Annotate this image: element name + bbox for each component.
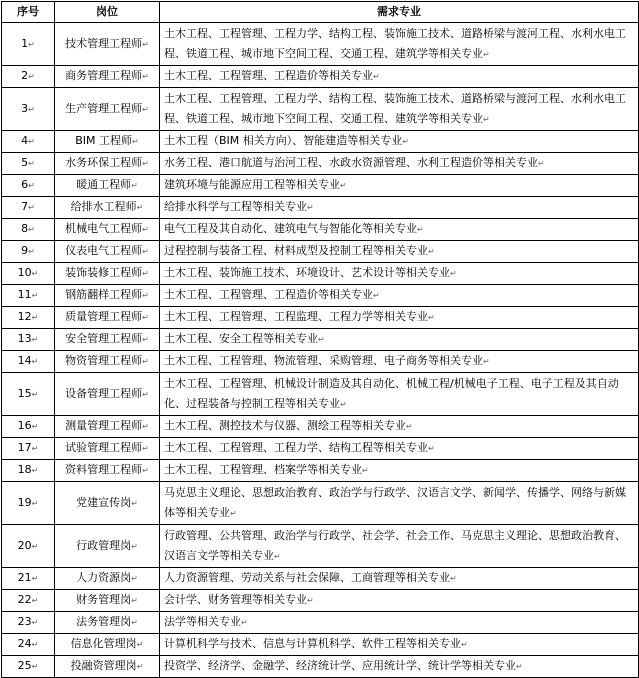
row-position-text: 财务管理岗 [76,593,132,606]
row-number-text: 7 [21,200,29,213]
row-position [55,373,160,416]
row-number-text: 15 [17,386,32,400]
row-major-text: 土木工程、工程管理、工程造价等相关专业 [164,288,373,301]
table-row [2,590,639,612]
paragraph-mark-icon: ↵ [142,159,149,168]
paragraph-mark-icon: ↵ [131,541,138,551]
row-number-text: 9 [21,244,29,257]
row-position [55,525,160,568]
paragraph-mark-icon: ↵ [428,313,435,322]
table-row [2,525,639,568]
row-major-text: 土木工程、工程管理、工程力学、结构工程、装饰施工技术、道路桥梁与渡河工程、水利水电工程、铁道工程、城市地下空间工程、交通工程、建筑学等相关专业 [164,26,626,60]
paragraph-mark-icon: ↵ [132,137,139,146]
row-position-text: 安全管理工程师 [65,332,143,345]
row-major-text: 会计学、财务管理等相关专业 [164,593,307,606]
row-position-text: 给排水工程师 [70,200,137,213]
row-number [2,656,55,678]
paragraph-mark-icon: ↵ [406,422,413,431]
row-position [55,66,160,88]
row-position-text: 暖通工程师 [76,178,132,191]
paragraph-mark-icon: ↵ [31,422,39,431]
header-position: 岗位 [55,2,160,23]
row-number [2,329,55,351]
paragraph-mark-icon: ↵ [307,203,314,212]
row-position-text: 装饰装修工程师 [65,266,143,279]
row-major [160,175,639,197]
row-position [55,219,160,241]
row-major [160,373,639,416]
row-number [2,460,55,482]
row-major [160,197,639,219]
row-position-text: 党建宣传岗 [76,495,132,509]
paragraph-mark-icon: ↵ [136,203,144,212]
row-major [160,482,639,525]
header-major: 需求专业 [160,2,639,23]
row-major-text: 土木工程（BIM 相关方向）、智能建造等相关专业 [164,134,403,147]
table-row [2,131,639,153]
row-major [160,438,639,460]
paragraph-mark-icon: ↵ [307,596,314,605]
paragraph-mark-icon: ↵ [516,662,523,671]
row-number [2,241,55,263]
row-number-text: 10 [17,266,32,279]
paragraph-mark-icon: ↵ [340,181,347,190]
row-number-text: 17 [17,441,32,454]
row-position [55,568,160,590]
paragraph-mark-icon: ↵ [142,313,149,322]
row-position [55,131,160,153]
row-number-text: 12 [17,310,32,323]
paragraph-mark-icon: ↵ [483,49,490,59]
paragraph-mark-icon: ↵ [131,618,138,627]
paragraph-mark-icon: ↵ [31,291,39,300]
row-number [2,612,55,634]
row-major [160,329,639,351]
paragraph-mark-icon: ↵ [31,541,39,551]
row-position [55,241,160,263]
row-number-text: 22 [17,593,32,606]
row-position [55,634,160,656]
row-major-text: 土木工程、工程管理、工程力学、结构工程等相关专业 [164,441,428,454]
paragraph-mark-icon: ↵ [483,357,490,366]
paragraph-mark-icon: ↵ [28,247,35,256]
row-position-text: 试验管理工程师 [65,441,143,454]
paragraph-mark-icon: ↵ [142,225,149,234]
paragraph-mark-icon: ↵ [142,269,149,278]
row-number-text: 6 [21,178,29,191]
row-number-text: 4 [21,134,29,147]
table-row [2,241,639,263]
paragraph-mark-icon: ↵ [28,137,35,146]
row-position-text: 商务管理工程师 [65,69,143,82]
paragraph-mark-icon: ↵ [450,574,457,583]
row-number [2,175,55,197]
row-number [2,634,55,656]
row-major-text: 土木工程、工程管理、工程监理、工程力学等相关专业 [164,310,428,323]
row-position-text: 测量管理工程师 [65,419,143,432]
row-position-text: 机械电气工程师 [65,222,143,235]
row-major-text: 土木工程、测控技术与仪器、测绘工程等相关专业 [164,419,406,432]
paragraph-mark-icon: ↵ [142,466,149,475]
row-major-text: 计算机科学与技术、信息与计算机科学、软件工程等相关专业 [164,637,461,650]
paragraph-mark-icon: ↵ [428,247,435,256]
paragraph-mark-icon: ↵ [373,72,380,81]
row-number [2,590,55,612]
paragraph-mark-icon: ↵ [483,114,490,124]
table-row [2,263,639,285]
row-position-text: 水务环保工程师 [65,156,143,169]
row-number [2,197,55,219]
table-row [2,482,639,525]
row-number [2,416,55,438]
row-number-text: 24 [17,637,32,650]
paragraph-mark-icon: ↵ [450,269,457,278]
row-major [160,23,639,66]
row-major-text: 土木工程、工程管理、档案学等相关专业 [164,463,362,476]
row-number-text: 23 [17,615,32,628]
row-number [2,285,55,307]
row-number-text: 14 [17,354,32,367]
row-number-text: 13 [17,332,32,345]
row-number [2,568,55,590]
row-position-text: 人力资源岗 [76,571,132,584]
paragraph-mark-icon: ↵ [31,574,39,583]
paragraph-mark-icon: ↵ [402,137,409,146]
paragraph-mark-icon: ↵ [417,225,424,234]
row-position [55,351,160,373]
table-row [2,23,639,66]
row-number-text: 25 [17,659,32,672]
row-major [160,285,639,307]
row-major [160,568,639,590]
row-position-text: 行政管理岗 [76,538,132,552]
paragraph-mark-icon: ↵ [31,498,39,508]
row-number [2,66,55,88]
row-position-text: 生产管理工程师 [65,101,143,115]
row-major [160,153,639,175]
row-position [55,175,160,197]
paragraph-mark-icon: ↵ [131,498,138,508]
paragraph-mark-icon: ↵ [28,104,35,114]
paragraph-mark-icon: ↵ [461,640,468,649]
paragraph-mark-icon: ↵ [131,596,138,605]
paragraph-mark-icon: ↵ [142,104,149,114]
table-row [2,351,639,373]
paragraph-mark-icon: ↵ [142,291,149,300]
paragraph-mark-icon: ↵ [373,291,380,300]
table-row [2,307,639,329]
row-major-text: 土木工程、工程管理、工程力学、结构工程、装饰施工技术、道路桥梁与渡河工程、水利水电工程、铁道工程、城市地下空间工程、交通工程、建筑学等相关专业 [164,91,626,125]
row-position [55,153,160,175]
row-position-text: BIM 工程师 [75,134,133,147]
row-number-text: 19 [17,495,32,509]
table-row [2,153,639,175]
row-position [55,329,160,351]
row-number [2,88,55,131]
row-number-text: 1 [21,36,29,50]
paragraph-mark-icon: ↵ [28,225,35,234]
table-row [2,460,639,482]
paragraph-mark-icon: ↵ [142,444,149,453]
paragraph-mark-icon: ↵ [538,159,545,168]
row-position [55,612,160,634]
table-row [2,329,639,351]
row-number [2,131,55,153]
row-position [55,88,160,131]
row-major-text: 土木工程、装饰施工技术、环境设计、艺术设计等相关专业 [164,266,450,279]
paragraph-mark-icon: ↵ [230,508,237,518]
row-number [2,307,55,329]
paragraph-mark-icon: ↵ [31,662,39,671]
row-major-text: 建筑环境与能源应用工程等相关专业 [164,178,340,191]
row-position-text: 信息化管理岗 [70,637,137,650]
row-number-text: 20 [17,538,32,552]
row-major-text: 人力资源管理、劳动关系与社会保障、工商管理等相关专业 [164,571,450,584]
table-row [2,438,639,460]
row-number [2,373,55,416]
row-position-text: 物资管理工程师 [65,354,143,367]
row-major-text: 马克思主义理论、思想政治教育、政治学与行政学、汉语言文学、新闻学、传播学、网络与新媒体等相关专业 [164,485,626,519]
table-row [2,219,639,241]
table-row [2,416,639,438]
row-major [160,634,639,656]
table-body [2,23,639,678]
row-position [55,197,160,219]
row-number-text: 5 [21,156,29,169]
row-major-text: 土木工程、安全工程等相关专业 [164,332,318,345]
paragraph-mark-icon: ↵ [31,269,39,278]
row-position [55,307,160,329]
row-number [2,351,55,373]
paragraph-mark-icon: ↵ [31,640,39,649]
paragraph-mark-icon: ↵ [142,247,149,256]
paragraph-mark-icon: ↵ [136,662,144,671]
paragraph-mark-icon: ↵ [28,72,35,81]
paragraph-mark-icon: ↵ [340,399,347,409]
paragraph-mark-icon: ↵ [136,640,144,649]
row-position-text: 钢筋翻样工程师 [65,288,143,301]
table-row [2,88,639,131]
row-position-text: 技术管理工程师 [65,36,143,50]
table-row [2,568,639,590]
row-number [2,23,55,66]
paragraph-mark-icon: ↵ [428,444,435,453]
row-major-text: 过程控制与装备工程、材料成型及控制工程等相关专业 [164,244,428,257]
row-major [160,241,639,263]
paragraph-mark-icon: ↵ [31,466,39,475]
row-major [160,88,639,131]
table-row [2,285,639,307]
paragraph-mark-icon: ↵ [142,335,149,344]
row-number [2,525,55,568]
paragraph-mark-icon: ↵ [131,574,138,583]
row-major [160,307,639,329]
row-number-text: 2 [21,69,29,82]
table-row [2,197,639,219]
table-row [2,175,639,197]
paragraph-mark-icon: ↵ [31,618,39,627]
row-major-text: 电气工程及其自动化、建筑电气与智能化等相关专业 [164,222,417,235]
row-major-text: 行政管理、公共管理、政治学与行政学、社会学、社会工作、马克思主义理论、思想政治教育、汉语言文学等相关专业 [164,528,626,562]
paragraph-mark-icon: ↵ [318,335,325,344]
row-number-text: 11 [17,288,32,301]
row-major-text: 土木工程、工程管理、物流管理、采购管理、电子商务等相关专业 [164,354,483,367]
paragraph-mark-icon: ↵ [274,551,281,561]
row-position [55,416,160,438]
paragraph-mark-icon: ↵ [28,39,35,49]
row-number [2,438,55,460]
paragraph-mark-icon: ↵ [362,466,369,475]
row-number-text: 18 [17,463,32,476]
table-row [2,373,639,416]
row-number-text: 8 [21,222,29,235]
row-position [55,460,160,482]
paragraph-mark-icon: ↵ [241,618,248,627]
row-number [2,263,55,285]
paragraph-mark-icon: ↵ [31,335,39,344]
row-major [160,66,639,88]
row-major [160,131,639,153]
paragraph-mark-icon: ↵ [142,422,149,431]
row-major [160,351,639,373]
paragraph-mark-icon: ↵ [31,389,39,399]
header-no: 序号 [2,2,55,23]
table-row [2,612,639,634]
row-major [160,460,639,482]
row-number-text: 3 [21,101,29,115]
row-number [2,153,55,175]
paragraph-mark-icon: ↵ [142,72,149,81]
row-position-text: 质量管理工程师 [65,310,143,323]
table-row [2,66,639,88]
recruitment-table [1,1,639,678]
row-number-text: 16 [17,419,32,432]
row-number [2,482,55,525]
paragraph-mark-icon: ↵ [31,357,39,366]
row-position [55,23,160,66]
paragraph-mark-icon: ↵ [142,389,149,399]
row-position-text: 设备管理工程师 [65,386,143,400]
row-major-text: 土木工程、工程管理、工程造价等相关专业 [164,69,373,82]
paragraph-mark-icon: ↵ [142,39,149,49]
table-row [2,634,639,656]
row-position [55,438,160,460]
row-position-text: 资料管理工程师 [65,463,143,476]
row-major-text: 土木工程、工程管理、机械设计制造及其自动化、机械工程/机械电子工程、电子工程及其自动化、过程装备与控制工程等相关专业 [164,376,619,410]
row-major [160,416,639,438]
row-major-text: 投资学、经济学、金融学、经济统计学、应用统计学、统计学等相关专业 [164,659,516,672]
row-position-text: 法务管理岗 [76,615,132,628]
row-number [2,219,55,241]
table-header [2,2,639,23]
paragraph-mark-icon: ↵ [142,357,149,366]
row-position [55,590,160,612]
row-major [160,219,639,241]
row-number-text: 21 [17,571,32,584]
paragraph-mark-icon: ↵ [131,181,138,190]
row-major [160,612,639,634]
row-position-text: 仪表电气工程师 [65,244,143,257]
row-major-text: 水务工程、港口航道与治河工程、水政水资源管理、水利工程造价等相关专业 [164,156,538,169]
paragraph-mark-icon: ↵ [31,444,39,453]
paragraph-mark-icon: ↵ [31,596,39,605]
row-major-text: 法学等相关专业 [164,615,241,628]
row-position [55,285,160,307]
row-major [160,656,639,678]
row-major [160,263,639,285]
row-position [55,656,160,678]
row-position [55,482,160,525]
paragraph-mark-icon: ↵ [28,159,35,168]
row-major [160,590,639,612]
row-position-text: 投融资管理岗 [70,659,137,672]
row-position [55,263,160,285]
paragraph-mark-icon: ↵ [31,313,39,322]
paragraph-mark-icon: ↵ [28,203,35,212]
table-row [2,656,639,678]
row-major [160,525,639,568]
paragraph-mark-icon: ↵ [28,181,35,190]
row-major-text: 给排水科学与工程等相关专业 [164,200,307,213]
